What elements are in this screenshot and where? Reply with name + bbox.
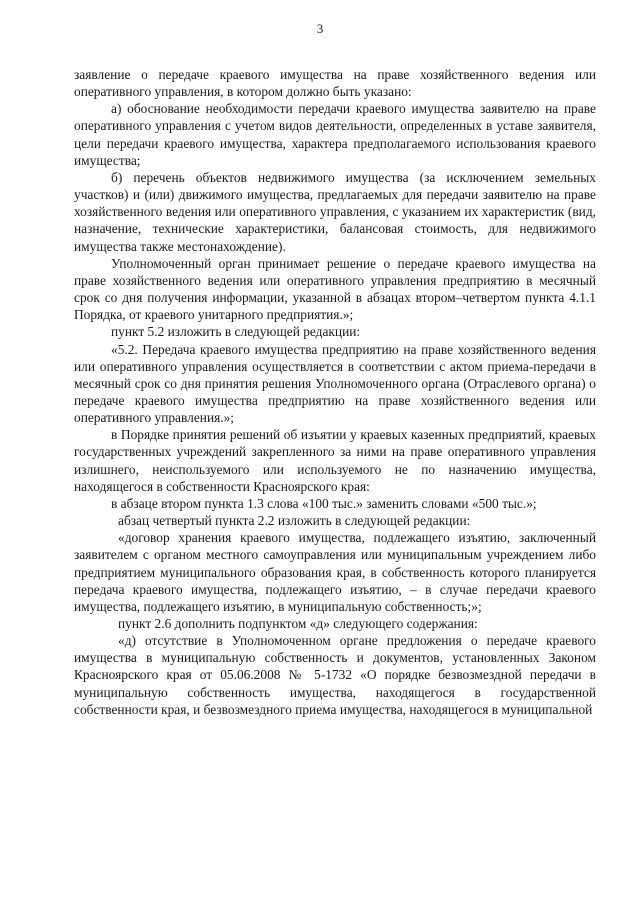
page-number: 3 — [316, 21, 324, 36]
paragraph-clause-5-2-text: «5.2. Передача краевого имущества предприятию на праве хозяйственного ведения или оперативного управления осуществляется в соответствии с актом приема-передачи в месячный срок со дня принятия решения Уполномоченного органа (Отраслевого органа) о передаче краевого имущества предприятию на праве хозяйственного ведения или оперативного управления.»; — [74, 341, 596, 426]
paragraph-subitem-d: «д) отсутствие в Уполномоченном органе предложения о передаче краевого имущества в муниципальную собственность и документов, установленных Законом Красноярского края от 05.06.2008 № 5-1732 «О порядке безвозмездной передачи в муниципальную собственность имущества, находящегося в государственной собственности края, и безвозмездного приема имущества, находящегося в муниципальной — [74, 633, 596, 717]
paragraph-item-a: а) обоснование необходимости передачи краевого имущества заявителю на праве оперативного управления с учетом видов деятельности, определенных в уставе заявителя, цели передачи краевого имущества, характера предполагаемого использования краевого имущества; — [74, 101, 596, 168]
paragraph-clause-1-3: в абзаце втором пункта 1.3 слова «100 тыс.» заменить словами «500 тыс.»; — [111, 495, 537, 511]
paragraph-clause-2-2-text: «договор хранения краевого имущества, подлежащего изъятию, заключенный заявителем с органом местного самоуправления или муниципальным учреждением либо предприятием муниципального образования края, в собственность которого планируется передача краевого имущества, подлежащего изъятию, – в случае передачи краевого имущества, подлежащего изъятию, в муниципальную собственность;»; — [74, 530, 596, 614]
paragraph-clause-5-2-intro: пункт 5.2 изложить в следующей редакции: — [111, 324, 361, 340]
document-body — [74, 66, 596, 718]
paragraph-clause-2-2-intro: абзац четвертый пункта 2.2 изложить в следующей редакции: — [118, 513, 471, 529]
paragraph-application-intro: заявление о передаче краевого имущества на праве хозяйственного ведения или оперативного управления, в котором должно быть указано: — [74, 67, 596, 100]
paragraph-withdrawal-procedure: в Порядке принятия решений об изъятии у краевых казенных предприятий, краевых государственных учреждений закрепленного за ними на праве оперативного управления излишнего, неиспользуемого или используемого не по назначению имущества, находящегося в собственности Красноярского края: — [74, 427, 596, 494]
paragraph-item-b: б) перечень объектов недвижимого имущества (за исключением земельных участков) и (или) движимого имущества, предлагаемых для передачи заявителю на праве хозяйственного ведения или оперативного управления, с указанием их характеристик (вид, назначение, технические характеристики, балансовая стоимость, для недвижимого имущества также местонахождение). — [74, 169, 596, 254]
paragraph-clause-2-6-intro: пункт 2.6 дополнить подпунктом «д» следующего содержания: — [118, 616, 478, 631]
paragraph-authorized-body-decision: Уполномоченный орган принимает решение о передаче краевого имущества на праве хозяйственного ведения или оперативного управления предприятию в месячный срок со дня получения информации, указанной в абзацах втором–четвертом пункта 4.1.1 Порядка, от краевого унитарного предприятия.»; — [74, 255, 596, 323]
